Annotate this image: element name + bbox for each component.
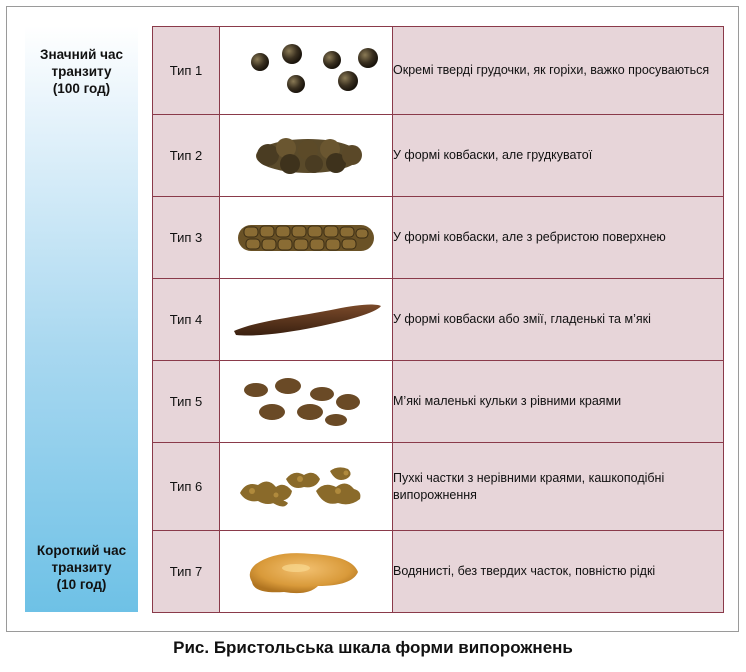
type-label: Тип 1 xyxy=(153,27,220,115)
type-label: Тип 5 xyxy=(153,361,220,443)
table-row xyxy=(153,531,724,613)
type2-illustration xyxy=(220,115,393,197)
figure-caption: Рис. Бристольська шкала форми випорожнень xyxy=(173,638,573,657)
type6-illustration xyxy=(220,443,393,531)
fast-transit-label: Короткий час транзиту (10 год) xyxy=(36,543,127,592)
table-row xyxy=(153,279,724,361)
table-row xyxy=(153,197,724,279)
transit-time-gradient-bar xyxy=(25,26,138,612)
bristol-scale-table xyxy=(152,26,724,613)
type-label: Тип 4 xyxy=(153,279,220,361)
type5-illustration xyxy=(220,361,393,443)
type-description: У формі ковбаски або змії, гладенькі та м’які xyxy=(393,279,724,361)
slow-transit-label: Значний час транзиту (100 год) xyxy=(40,47,123,96)
type-description: Пухкі частки з нерівними краями, кашкоподібні випорожнення xyxy=(393,443,724,531)
type-description: У формі ковбаски, але з ребристою поверхнею xyxy=(393,197,724,279)
type-label: Тип 2 xyxy=(153,115,220,197)
table-row xyxy=(153,27,724,115)
type4-illustration xyxy=(220,279,393,361)
type-label: Тип 7 xyxy=(153,531,220,613)
type-label: Тип 3 xyxy=(153,197,220,279)
type7-illustration xyxy=(220,531,393,613)
type3-illustration xyxy=(220,197,393,279)
type-description: М’які маленькі кульки з рівними краями xyxy=(393,361,724,443)
table-row xyxy=(153,361,724,443)
table-row xyxy=(153,443,724,531)
type-description: У формі ковбаски, але грудкуватої xyxy=(393,115,724,197)
type1-illustration xyxy=(220,27,393,115)
table-row xyxy=(153,115,724,197)
type-label: Тип 6 xyxy=(153,443,220,531)
type-description: Окремі тверді грудочки, як горіхи, важко просуваються xyxy=(393,27,724,115)
type-description: Водянисті, без твердих часток, повністю рідкі xyxy=(393,531,724,613)
